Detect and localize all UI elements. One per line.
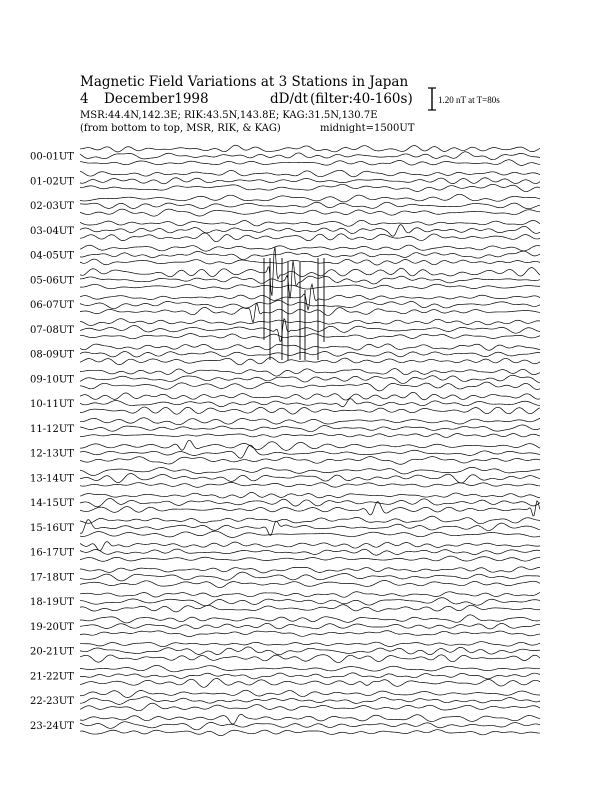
trace-line: [80, 516, 540, 524]
trace-line: [80, 690, 540, 697]
trace-line: [80, 407, 540, 414]
date-day: 4: [80, 91, 89, 107]
row-labels: [30, 152, 74, 732]
trace-line: [80, 714, 540, 724]
trace-line: [80, 152, 540, 160]
trace-line: [80, 598, 540, 606]
trace-line: [80, 184, 540, 191]
trace-line: [80, 542, 540, 551]
row-label: 10-11UT: [30, 399, 74, 410]
trace-line: [80, 418, 540, 425]
chart-title: Magnetic Field Variations at 3 Stations in Japan: [80, 74, 409, 90]
trace-line: [80, 631, 540, 637]
row-label: 05-06UT: [30, 275, 74, 287]
row-label: 19-20UT: [30, 621, 74, 633]
row-label: 08-09UT: [30, 349, 74, 361]
trace-line: [80, 467, 540, 475]
midnight-note: midnight=1500UT: [320, 123, 415, 134]
trace-line: [80, 474, 540, 484]
row-label: 13-14UT: [30, 473, 74, 485]
trace-line: [80, 145, 540, 152]
trace-line: [80, 392, 540, 400]
trace-line: [80, 194, 540, 202]
row-label: 09-10UT: [30, 374, 74, 386]
trace-line: [80, 399, 540, 407]
trace-line: [80, 334, 540, 339]
trace-line: [80, 178, 540, 184]
trace-line: [80, 434, 540, 438]
row-label: 01-02UT: [30, 176, 74, 188]
trace-line: [80, 160, 540, 166]
trace-line: [80, 531, 540, 537]
trace-line: [80, 300, 540, 308]
trace-line: [80, 344, 540, 350]
row-label: 11-12UT: [30, 423, 74, 435]
trace-line: [80, 440, 540, 450]
trace-line: [80, 498, 540, 506]
trace-line: [80, 352, 540, 357]
trace-line: [80, 259, 540, 265]
trace-line: [80, 284, 540, 289]
row-label: 20-21UT: [30, 646, 74, 658]
row-label: 07-08UT: [30, 324, 74, 336]
row-label: 04-05UT: [30, 250, 74, 262]
row-label: 21-22UT: [30, 671, 74, 683]
trace-line: [80, 233, 540, 242]
trace-line: [80, 245, 540, 251]
order-note: (from bottom to top, MSR, RIK, & KAG): [80, 123, 281, 134]
row-label: 17-18UT: [30, 572, 74, 584]
row-label: 12-13UT: [30, 448, 74, 460]
trace-line: [80, 655, 540, 663]
trace-line: [80, 209, 540, 216]
trace-line: [80, 730, 540, 736]
row-label: 18-19UT: [30, 597, 74, 608]
trace-line: [80, 375, 540, 383]
filter-label: (filter:40-160s): [310, 91, 413, 107]
trace-line: [80, 665, 540, 671]
trace-line: [80, 457, 540, 465]
trace-line: [80, 261, 540, 299]
trace-line: [80, 642, 540, 647]
row-label: 16-17UT: [30, 547, 74, 559]
trace-line: [80, 567, 540, 573]
trace-line: [80, 358, 540, 365]
trace-line: [80, 220, 540, 226]
trace-line: [80, 492, 540, 498]
trace-line: [80, 319, 540, 326]
trace-line: [80, 556, 540, 561]
trace-line: [80, 382, 540, 391]
scale-bar: [428, 88, 436, 110]
trace-line: [80, 697, 540, 705]
trace-line: [80, 703, 540, 710]
trace-line: [80, 592, 540, 597]
trace-line: [80, 647, 540, 655]
date-month-year: December1998: [104, 91, 209, 107]
scale-label: 1.20 nT at T=80s: [438, 95, 500, 105]
trace-line: [80, 623, 540, 629]
trace-line: [80, 572, 540, 581]
trace-line: [80, 251, 540, 260]
row-label: 02-03UT: [30, 201, 74, 212]
row-label: 06-07UT: [30, 300, 74, 311]
trace-line: [80, 615, 540, 623]
trace-line: [80, 482, 540, 487]
trace-line: [80, 722, 540, 730]
trace-line: [80, 303, 540, 322]
trace-line: [80, 673, 540, 679]
trace-line: [80, 369, 540, 376]
row-label: 14-15UT: [30, 498, 74, 509]
trace-line: [80, 202, 540, 208]
trace-line: [80, 605, 540, 612]
trace-line: [80, 581, 540, 588]
trace-line: [80, 520, 540, 536]
trace-area: [80, 145, 540, 735]
row-label: 00-01UT: [30, 151, 74, 163]
row-label: 03-04UT: [30, 225, 74, 237]
row-label: 15-16UT: [30, 522, 74, 534]
quantity-label: dD/dt: [270, 91, 309, 107]
stations-label: MSR:44.4N,142.3E; RIK:43.5N,143.8E; KAG:31.5N,130.7E: [80, 110, 378, 121]
trace-line: [80, 425, 540, 432]
row-label: 23-24UT: [30, 720, 74, 732]
trace-line: [80, 678, 540, 687]
trace-line: [80, 549, 540, 555]
row-label: 22-23UT: [30, 696, 74, 707]
trace-line: [80, 170, 540, 176]
